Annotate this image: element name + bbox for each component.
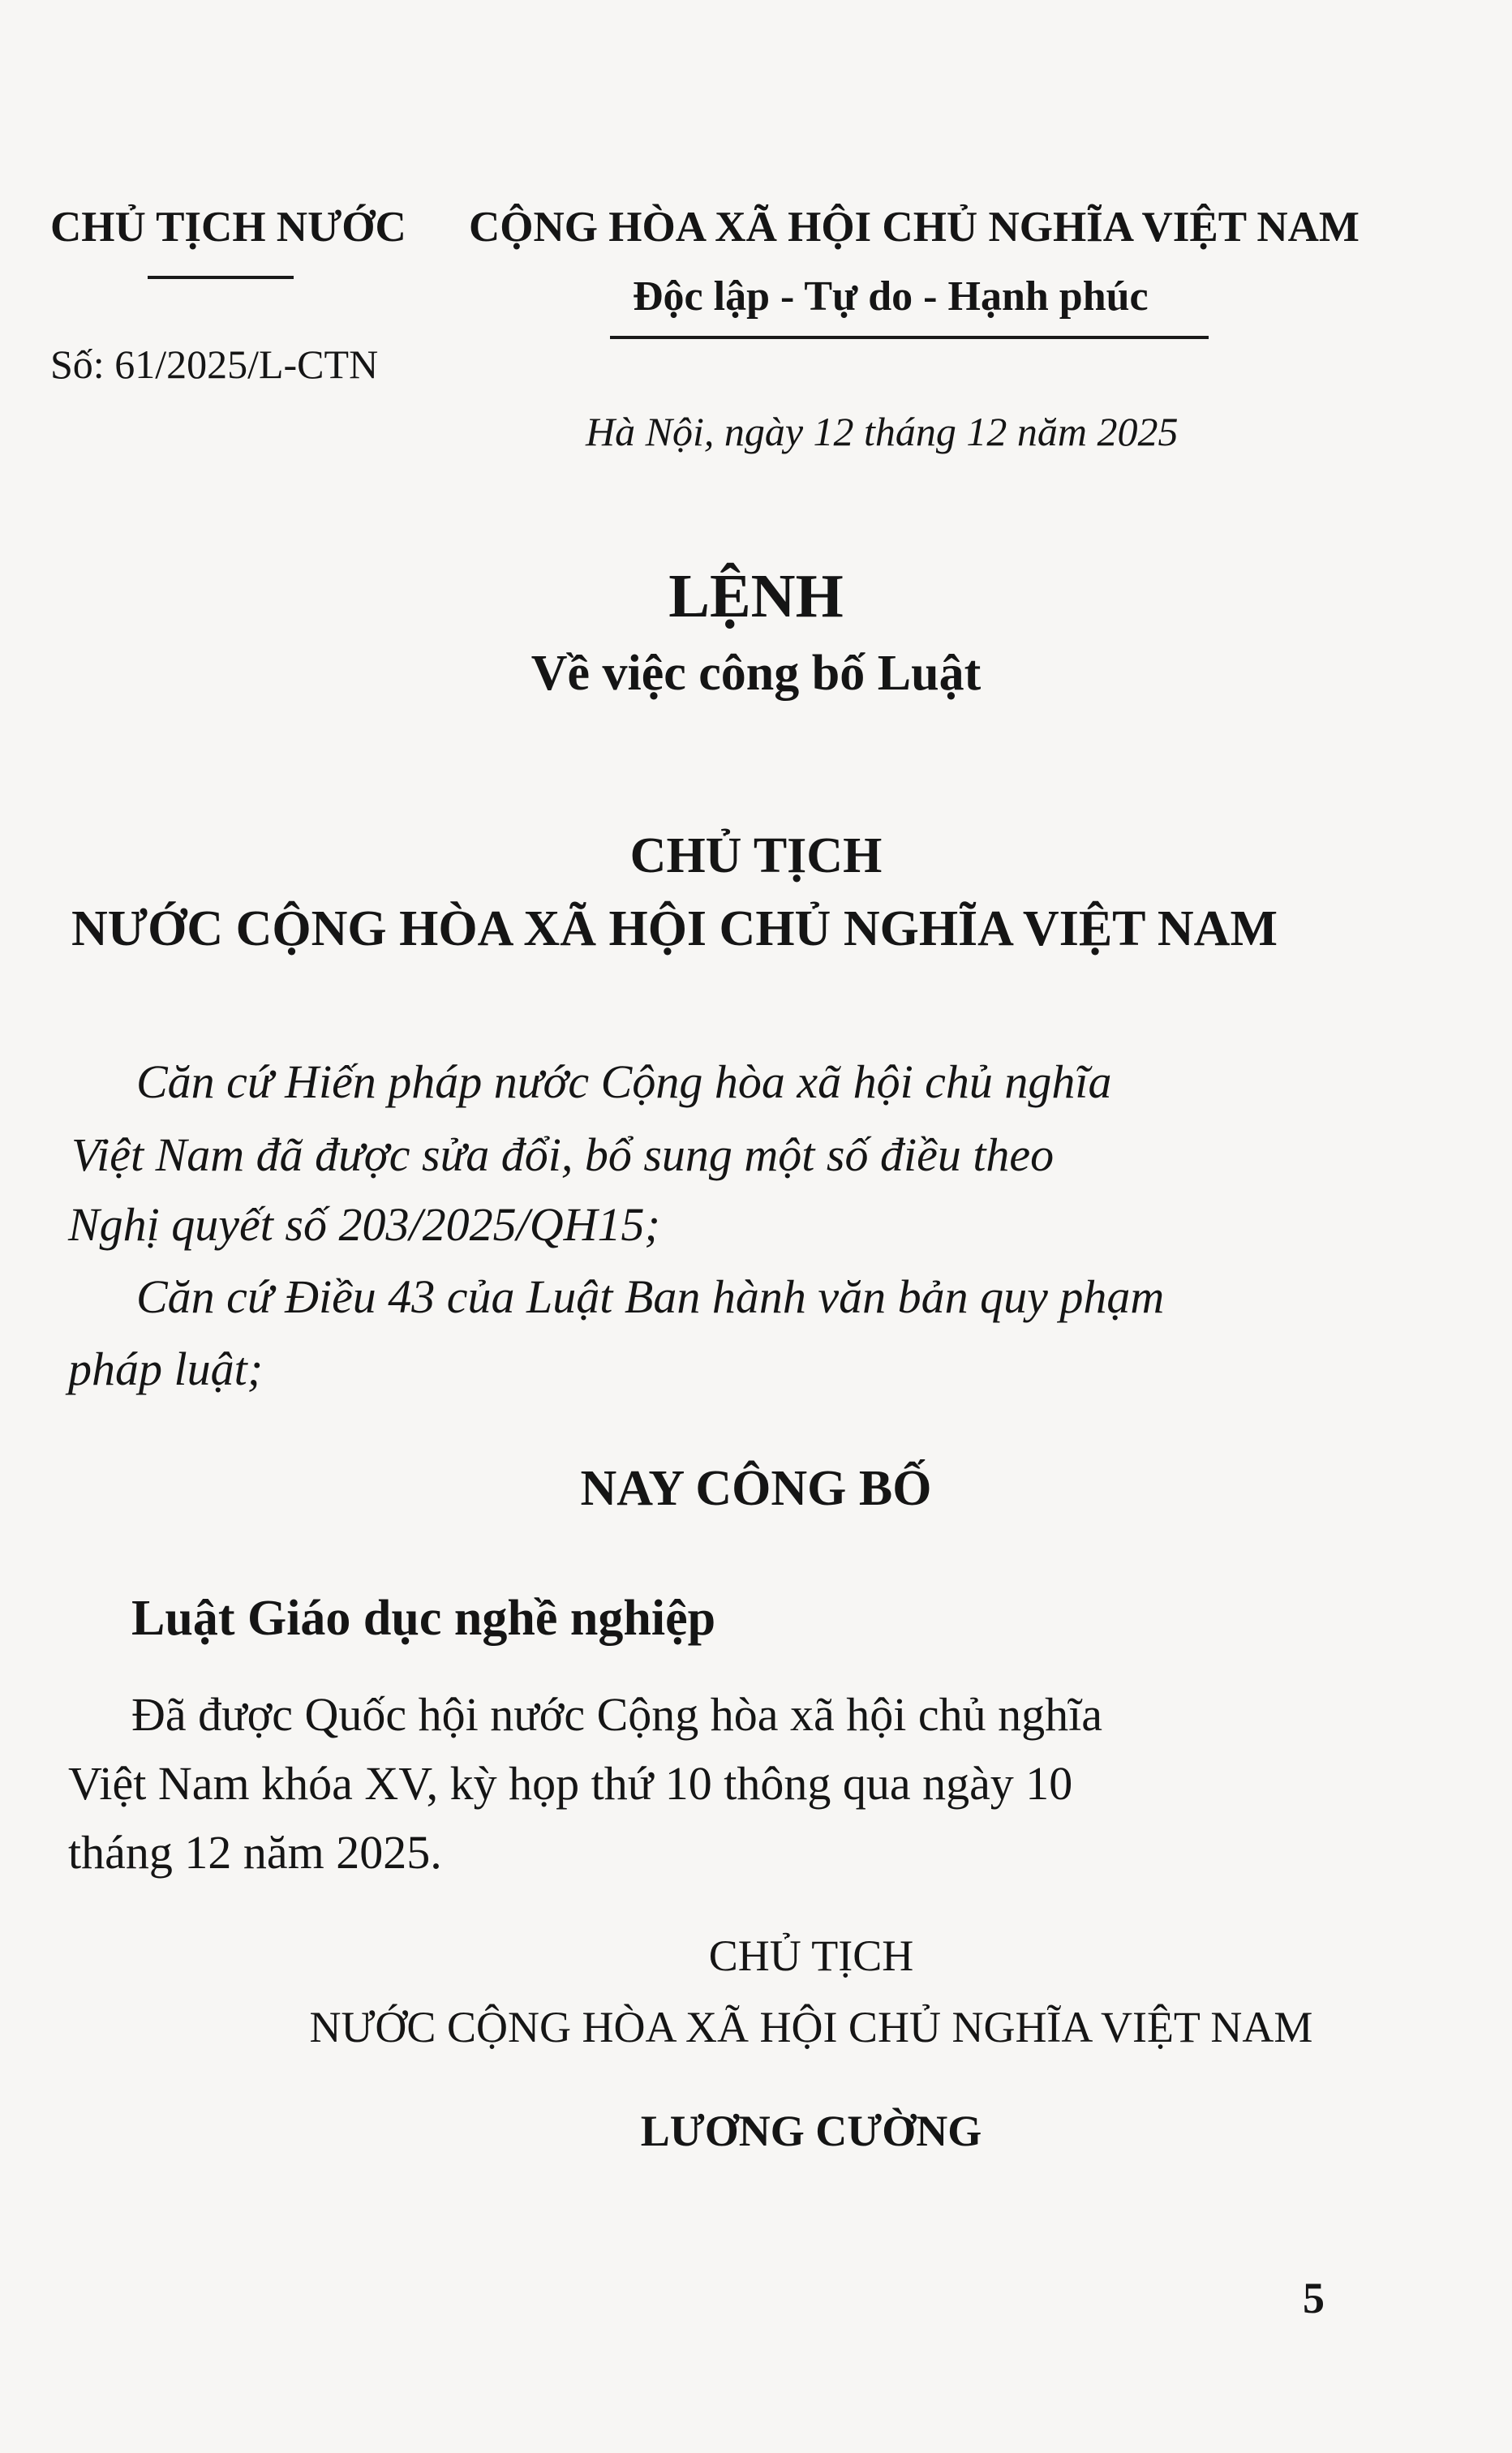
authority-title: CHỦ TỊCH: [629, 828, 883, 883]
basis-line: pháp luật;: [68, 1342, 264, 1395]
national-motto: Độc lập - Tự do - Hạnh phúc: [633, 273, 1149, 320]
basis-line: Căn cứ Điều 43 của Luật Ban hành văn bản quy phạm: [136, 1270, 1165, 1323]
signature-title: CHỦ TỊCH: [708, 1931, 914, 1980]
signature-country: NƯỚC CỘNG HÒA XÃ HỘI CHỦ NGHĨA VIỆT NAM: [309, 2003, 1313, 2051]
proclamation-line: Đã được Quốc hội nước Cộng hòa xã hội chủ nghĩa: [131, 1688, 1102, 1741]
document-title: LỆNH: [668, 562, 844, 630]
country-name: CỘNG HÒA XÃ HỘI CHỦ NGHĨA VIỆT NAM: [469, 204, 1360, 251]
signer-name: LƯƠNG CƯỜNG: [640, 2107, 982, 2155]
proclamation-heading: NAY CÔNG BỐ: [580, 1461, 932, 1516]
page-number: 5: [1303, 2274, 1325, 2322]
law-name: Luật Giáo dục nghề nghiệp: [131, 1591, 716, 1646]
proclamation-line: Việt Nam khóa XV, kỳ họp thứ 10 thông qua ngày 10: [68, 1757, 1073, 1810]
issuer-underline: [148, 276, 294, 279]
basis-line: Căn cứ Hiến pháp nước Cộng hòa xã hội chủ nghĩa: [136, 1055, 1112, 1108]
document-number: Số: 61/2025/L-CTN: [50, 342, 379, 387]
basis-line: Việt Nam đã được sửa đổi, bổ sung một số điều theo: [71, 1128, 1055, 1181]
authority-country: NƯỚC CỘNG HÒA XÃ HỘI CHỦ NGHĨA VIỆT NAM: [71, 901, 1278, 956]
document-subtitle: Về việc công bố Luật: [530, 646, 982, 701]
place-date: Hà Nội, ngày 12 tháng 12 năm 2025: [586, 409, 1179, 454]
basis-line: Nghị quyết số 203/2025/QH15;: [68, 1198, 660, 1251]
motto-underline: [610, 336, 1209, 339]
proclamation-line: tháng 12 năm 2025.: [68, 1826, 442, 1879]
issuer-label: CHỦ TỊCH NƯỚC: [50, 204, 406, 251]
